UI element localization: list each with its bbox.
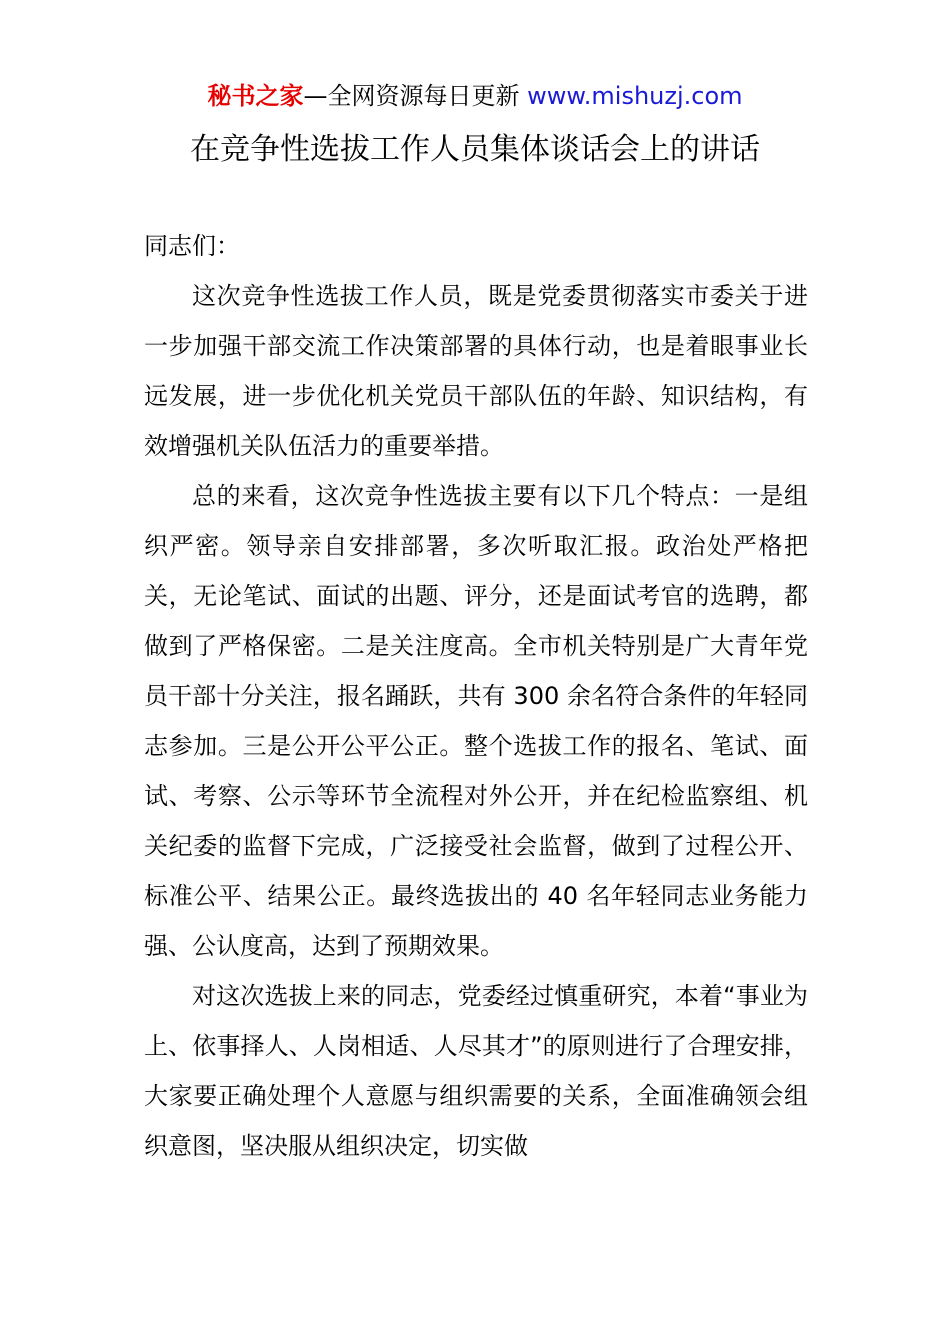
document-title: 在竞争性选拔工作人员集体谈话会上的讲话 bbox=[190, 132, 760, 167]
document-body bbox=[144, 221, 808, 1171]
salutation: 同志们： bbox=[144, 232, 240, 260]
paragraph-1: 这次竞争性选拔工作人员，既是党委贯彻落实市委关于进一步加强干部交流工作决策部署的具体行动，也是着眼事业长远发展，进一步优化机关党员干部队伍的年龄、知识结构，有效增强机关队伍活力的重要举措。 bbox=[144, 282, 808, 460]
paragraph-2: 总的来看，这次竞争性选拔主要有以下几个特点：一是组织严密。领导亲自安排部署，多次听取汇报。政治处严格把关，无论笔试、面试的出题、评分，还是面试考官的选聘，都做到了严格保密。二是关注度高。全市机关特别是广大青年党员干部十分关注，报名踊跃，共有 300 余名符合条件的年轻同志参加。三是公开公平公正。整个选拔工作的报名、笔试、面试、考察、公示等环节全流程对外公开，并在纪检监察组、机关纪委的监督下完成，广泛接受社会监督，做到了过程公开、标准公平、结果公正。最终选拔出的 40 名年轻同志业务能力强、公认度高，达到了预期效果。 bbox=[144, 482, 808, 960]
brand-name: 秘书之家 bbox=[207, 82, 304, 110]
site-url-link[interactable]: www.mishuzj.com bbox=[527, 82, 743, 110]
site-banner bbox=[0, 78, 950, 114]
paragraph-3: 对这次选拔上来的同志，党委经过慎重研究，本着“事业为上、依事择人、人岗相适、人尽其才”的原则进行了合理安排，大家要正确处理个人意愿与组织需要的关系，全面准确领会组织意图，坚决服从组织决定，切实做 bbox=[144, 982, 808, 1160]
banner-tagline: —全网资源每日更新 bbox=[303, 82, 528, 110]
